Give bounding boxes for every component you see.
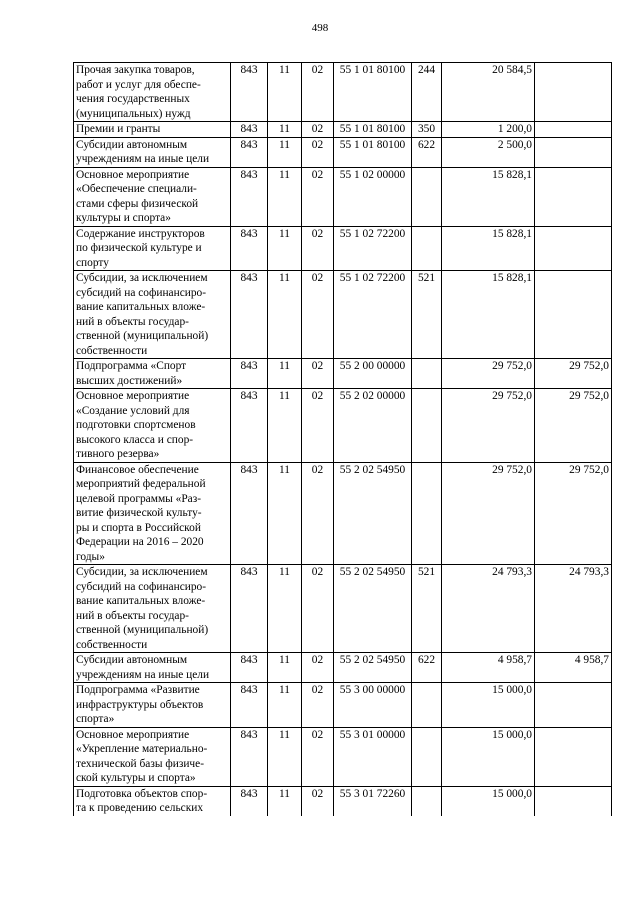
item-name-line: Подпрограмма «Развитие	[76, 684, 200, 696]
amount-cell: 15 000,0	[442, 786, 535, 816]
expense-type-cell: 622	[412, 137, 442, 167]
table-row	[74, 389, 612, 463]
target-article-cell: 55 1 02 72200	[334, 226, 412, 271]
target-article-cell: 55 1 02 72200	[334, 271, 412, 359]
target-article-cell: 55 3 01 72260	[334, 786, 412, 816]
amount-cell: 29 752,0	[442, 462, 535, 565]
budget-table	[73, 62, 612, 816]
item-name-line: субсидий на софинансиро-	[76, 580, 207, 593]
section-code-cell: 11	[268, 122, 302, 138]
item-name-line: учреждениям на иные цели	[76, 668, 210, 681]
target-article-cell: 55 2 02 54950	[334, 462, 412, 565]
amount-cell: 20 584,5	[442, 63, 535, 122]
target-article-cell: 55 2 00 00000	[334, 359, 412, 389]
item-name-line: витие физической культу-	[76, 507, 202, 519]
item-name-line: «Обеспечение специали-	[76, 183, 197, 195]
expense-type-cell	[412, 359, 442, 389]
item-name-cell	[74, 359, 231, 389]
ministry-code-cell: 843	[231, 137, 268, 167]
item-name-line: Субсидии автономным	[76, 138, 188, 151]
page-number: 498	[311, 22, 329, 34]
expense-type-cell: 350	[412, 122, 442, 138]
table-row	[74, 122, 612, 138]
item-name-cell	[74, 226, 231, 271]
item-name-line: учреждениям на иные цели	[76, 153, 210, 165]
item-name-line: Финансовое обеспечение	[76, 463, 199, 476]
ministry-code-cell: 843	[231, 226, 268, 271]
item-name-line: ний в объекты государ-	[76, 315, 189, 328]
amount-cell: 15 828,1	[442, 271, 535, 359]
expense-type-cell: 521	[412, 565, 442, 653]
subsection-code-cell: 02	[302, 167, 334, 226]
item-name-line: работ и услуг для обеспе-	[76, 78, 201, 91]
target-article-cell: 55 3 01 00000	[334, 727, 412, 786]
item-name-line: (муниципальных) нужд	[76, 107, 191, 120]
amount-federal-cell	[535, 786, 612, 816]
item-name-line: тивного резерва»	[76, 448, 160, 460]
item-name-line: подготовки спортсменов	[76, 419, 196, 431]
table-row	[74, 565, 612, 653]
ministry-code-cell: 843	[231, 167, 268, 226]
item-name-line: высших достижений»	[76, 374, 183, 387]
ministry-code-cell: 843	[231, 786, 268, 816]
amount-federal-cell	[535, 63, 612, 122]
item-name-line: ры и спорта в Российской	[76, 521, 201, 534]
item-name-line: «Создание условий для	[76, 404, 190, 417]
item-name-line: по физической культуре и	[76, 242, 202, 254]
subsection-code-cell: 02	[302, 462, 334, 565]
section-code-cell: 11	[268, 389, 302, 463]
section-code-cell: 11	[268, 359, 302, 389]
item-name-line: Подпрограмма «Спорт	[76, 360, 187, 372]
item-name-line: спорта»	[76, 713, 115, 725]
section-code-cell: 11	[268, 226, 302, 271]
item-name-line: Содержание инструкторов	[76, 227, 205, 240]
amount-cell: 2 500,0	[442, 137, 535, 167]
table-row	[74, 786, 612, 816]
item-name-line: Основное мероприятие	[76, 390, 190, 402]
ministry-code-cell: 843	[231, 683, 268, 728]
ministry-code-cell: 843	[231, 271, 268, 359]
target-article-cell: 55 2 02 54950	[334, 565, 412, 653]
item-name-line: Подготовка объектов спор-	[76, 787, 208, 800]
table-row	[74, 271, 612, 359]
table-row	[74, 137, 612, 167]
subsection-code-cell: 02	[302, 786, 334, 816]
ministry-code-cell: 843	[231, 653, 268, 683]
item-name-line: Основное мероприятие	[76, 168, 190, 181]
item-name-cell	[74, 271, 231, 359]
item-name-line: субсидий на софинансиро-	[76, 286, 207, 299]
amount-cell: 15 828,1	[442, 167, 535, 226]
section-code-cell: 11	[268, 683, 302, 728]
amount-cell: 1 200,0	[442, 122, 535, 138]
section-code-cell: 11	[268, 271, 302, 359]
amount-federal-cell: 29 752,0	[535, 359, 612, 389]
item-name-line: Прочая закупка товаров,	[76, 64, 195, 76]
table-row	[74, 683, 612, 728]
amount-federal-cell	[535, 122, 612, 138]
item-name-cell	[74, 565, 231, 653]
section-code-cell: 11	[268, 137, 302, 167]
item-name-line: технической базы физиче-	[76, 757, 204, 770]
item-name-line: собственности	[76, 638, 148, 651]
target-article-cell: 55 1 02 00000	[334, 167, 412, 226]
subsection-code-cell: 02	[302, 683, 334, 728]
amount-cell: 15 000,0	[442, 727, 535, 786]
item-name-line: вание капитальных вложе-	[76, 301, 206, 313]
item-name-line: Субсидии, за исключением	[76, 566, 208, 578]
section-code-cell: 11	[268, 167, 302, 226]
item-name-cell	[74, 727, 231, 786]
amount-federal-cell	[535, 226, 612, 271]
ministry-code-cell: 843	[231, 389, 268, 463]
item-name-cell	[74, 63, 231, 122]
amount-federal-cell	[535, 167, 612, 226]
ministry-code-cell: 843	[231, 727, 268, 786]
amount-cell: 4 958,7	[442, 653, 535, 683]
item-name-line: Премии и гранты	[76, 123, 161, 135]
subsection-code-cell: 02	[302, 122, 334, 138]
item-name-line: целевой программы «Раз-	[76, 492, 202, 505]
target-article-cell: 55 2 02 00000	[334, 389, 412, 463]
expense-type-cell	[412, 786, 442, 816]
amount-federal-cell	[535, 683, 612, 728]
table-row	[74, 359, 612, 389]
amount-federal-cell: 24 793,3	[535, 565, 612, 653]
table-row	[74, 226, 612, 271]
amount-federal-cell	[535, 271, 612, 359]
item-name-line: ской культуры и спорта»	[76, 772, 196, 784]
ministry-code-cell: 843	[231, 462, 268, 565]
expense-type-cell: 622	[412, 653, 442, 683]
amount-cell: 24 793,3	[442, 565, 535, 653]
subsection-code-cell: 02	[302, 653, 334, 683]
expense-type-cell	[412, 683, 442, 728]
amount-federal-cell: 29 752,0	[535, 462, 612, 565]
item-name-line: та к проведению сельских	[76, 802, 204, 814]
target-article-cell: 55 1 01 80100	[334, 63, 412, 122]
expense-type-cell	[412, 727, 442, 786]
subsection-code-cell: 02	[302, 137, 334, 167]
expense-type-cell	[412, 226, 442, 271]
target-article-cell: 55 1 01 80100	[334, 137, 412, 167]
target-article-cell: 55 2 02 54950	[334, 653, 412, 683]
amount-federal-cell: 29 752,0	[535, 389, 612, 463]
section-code-cell: 11	[268, 727, 302, 786]
section-code-cell: 11	[268, 63, 302, 122]
subsection-code-cell: 02	[302, 727, 334, 786]
ministry-code-cell: 843	[231, 359, 268, 389]
subsection-code-cell: 02	[302, 565, 334, 653]
item-name-line: «Укрепление материально-	[76, 743, 208, 755]
subsection-code-cell: 02	[302, 389, 334, 463]
item-name-line: чения государственных	[76, 93, 190, 105]
item-name-cell	[74, 786, 231, 816]
item-name-line: спорту	[76, 256, 109, 269]
subsection-code-cell: 02	[302, 226, 334, 271]
item-name-cell	[74, 462, 231, 565]
table-row	[74, 462, 612, 565]
section-code-cell: 11	[268, 653, 302, 683]
section-code-cell: 11	[268, 565, 302, 653]
item-name-line: ственной (муниципальной)	[76, 624, 209, 636]
table-body	[74, 63, 612, 816]
item-name-line: вание капитальных вложе-	[76, 595, 206, 607]
amount-cell: 29 752,0	[442, 389, 535, 463]
item-name-line: стами сферы физической	[76, 197, 199, 210]
amount-federal-cell	[535, 727, 612, 786]
ministry-code-cell: 843	[231, 122, 268, 138]
item-name-cell	[74, 137, 231, 167]
expense-type-cell: 244	[412, 63, 442, 122]
ministry-code-cell: 843	[231, 63, 268, 122]
expense-type-cell	[412, 462, 442, 565]
item-name-cell	[74, 389, 231, 463]
table-row	[74, 727, 612, 786]
table-row	[74, 63, 612, 122]
item-name-line: ний в объекты государ-	[76, 609, 189, 622]
item-name-line: Субсидии, за исключением	[76, 272, 208, 284]
item-name-cell	[74, 683, 231, 728]
amount-federal-cell	[535, 137, 612, 167]
expense-type-cell	[412, 167, 442, 226]
amount-cell: 15 000,0	[442, 683, 535, 728]
item-name-line: Субсидии автономным	[76, 654, 188, 666]
subsection-code-cell: 02	[302, 271, 334, 359]
item-name-line: высокого класса и спор-	[76, 433, 194, 446]
item-name-line: Основное мероприятие	[76, 728, 190, 741]
item-name-cell	[74, 122, 231, 138]
item-name-line: культуры и спорта»	[76, 212, 171, 224]
target-article-cell: 55 3 00 00000	[334, 683, 412, 728]
subsection-code-cell: 02	[302, 63, 334, 122]
section-code-cell: 11	[268, 786, 302, 816]
table-row	[74, 167, 612, 226]
item-name-line: мероприятий федеральной	[76, 478, 206, 490]
amount-cell: 15 828,1	[442, 226, 535, 271]
item-name-line: ственной (муниципальной)	[76, 330, 209, 342]
item-name-cell	[74, 167, 231, 226]
expense-type-cell	[412, 389, 442, 463]
item-name-line: Федерации на 2016 – 2020	[76, 536, 204, 548]
section-code-cell: 11	[268, 462, 302, 565]
subsection-code-cell: 02	[302, 359, 334, 389]
expense-type-cell: 521	[412, 271, 442, 359]
amount-cell: 29 752,0	[442, 359, 535, 389]
target-article-cell: 55 1 01 80100	[334, 122, 412, 138]
ministry-code-cell: 843	[231, 565, 268, 653]
item-name-cell	[74, 653, 231, 683]
table-row	[74, 653, 612, 683]
item-name-line: годы»	[76, 550, 105, 563]
item-name-line: собственности	[76, 344, 148, 357]
item-name-line: инфраструктуры объектов	[76, 698, 204, 711]
amount-federal-cell: 4 958,7	[535, 653, 612, 683]
